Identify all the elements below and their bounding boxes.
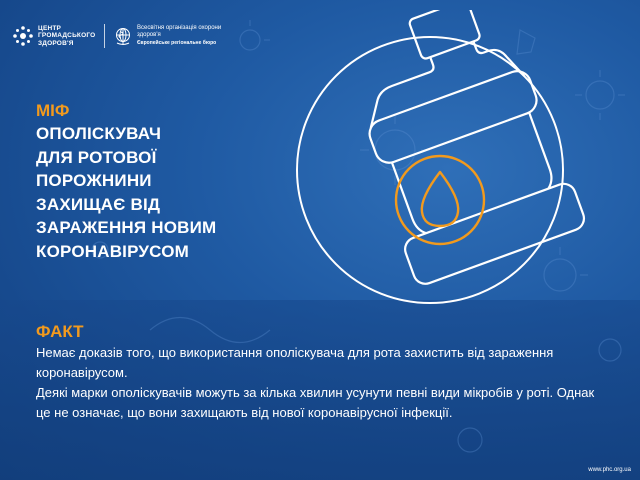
who-emblem-icon — [113, 26, 133, 46]
myth-line-5: ЗАРАЖЕННЯ НОВИМ — [36, 218, 217, 237]
phc-emblem-icon — [12, 25, 34, 47]
droplet-icon — [396, 156, 484, 244]
fact-paragraph-1: Немає доказів того, що використання ополіскувача для рота захистить від зараження коронавірусом. — [36, 345, 554, 380]
myth-line-2: ДЛЯ РОТОВОЇ — [36, 147, 157, 167]
who-logo-name: Всесвітня організація охорони здоров'я — [137, 25, 222, 38]
phc-logo-text: ЦЕНТР ГРОМАДСЬКОГО ЗДОРОВ'Я — [38, 24, 96, 47]
myth-label: МІФ — [36, 101, 70, 120]
who-logo-text — [137, 25, 232, 47]
who-logo — [113, 25, 232, 47]
myth-line-3: ПОРОЖНИНИ — [36, 171, 152, 190]
fact-text — [36, 343, 596, 423]
mouthwash-bottle-icon — [290, 10, 590, 310]
footer-url[interactable]: www.phc.org.ua — [588, 467, 631, 473]
logo-row — [12, 24, 232, 48]
who-logo-subtext: Європейське регіональне бюро — [137, 40, 217, 46]
fact-paragraph-2: Деякі марки ополіскувачів можуть за кілька хвилин усунути певні види мікробів у роті. Однак це не означає, що вони захищають від нової коронавірусної інфекції. — [36, 385, 595, 420]
logo-divider — [104, 24, 105, 48]
myth-line-4: ЗАХИЩАЄ ВІД — [36, 194, 161, 214]
fact-label: ФАКТ — [36, 322, 84, 341]
myth-line-1: ОПОЛІСКУВАЧ — [36, 124, 162, 143]
myth-line-6: КОРОНАВІРУСОМ — [36, 241, 190, 261]
phc-logo — [12, 25, 96, 48]
